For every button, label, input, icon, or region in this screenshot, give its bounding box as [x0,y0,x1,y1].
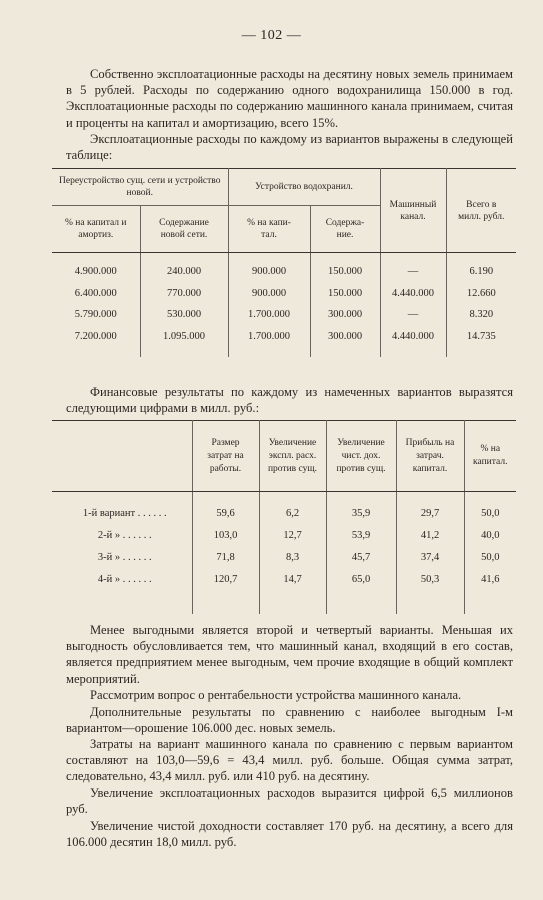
table-row [52,492,516,525]
cell: 300.000 [310,326,380,358]
cell: 4.900.000 [52,253,140,283]
header-cost-size: Размер затрат на работы. [192,421,259,492]
conclusion-paragraph-2: Рассмотрим вопрос о рентабельности устройства машинного канала. [90,688,462,702]
header-increase-net: Увеличение чист. дох. против сущ. [326,421,396,492]
cell: 14,7 [259,568,326,614]
cell: 59,6 [192,492,259,525]
header-reconstruction: Переустройство сущ. сети и устройство новой. [52,169,228,206]
cell: 5.790.000 [52,304,140,326]
table-row [52,568,516,614]
cell: 900.000 [228,283,310,305]
header-new-network-maintenance: Содержание новой сети. [140,206,228,253]
cell: 65,0 [326,568,396,614]
conclusion-paragraph-3: Дополнительные результаты по сравнению с наиболее выгодным I-м вариантом—орошение 106.000 дес. новых земель. [66,705,513,736]
header-machine-canal: Машинный канал. [380,169,446,253]
variant-label: 3-й » . . . . . . [52,546,192,568]
cell: 4.440.000 [380,326,446,358]
cell: — [380,253,446,283]
header-reservoir-capital-pct: % на капи-тал. [228,206,310,253]
table-row [52,326,516,358]
cell: 6.190 [469,266,494,278]
page-number: — 102 — [241,28,302,43]
cell: 71,8 [192,546,259,568]
cell: 14.735 [466,330,496,342]
cell: 53,9 [326,524,396,546]
cell: 150.000 [310,253,380,283]
cell: 45,7 [326,546,396,568]
cell: 8,3 [259,546,326,568]
header-increase-expl: Увеличение экспл. расх. против сущ. [259,421,326,492]
cell: 12.660 [466,287,496,299]
cell: 41,6 [481,573,500,585]
cell: 4.440.000 [380,283,446,305]
cell: 300.000 [310,304,380,326]
variant-label: 2-й » . . . . . . [52,524,192,546]
cell: 8.320 [469,309,494,321]
cell: 530.000 [140,304,228,326]
header-reservoir-maintenance: Содержа-ние. [310,206,380,253]
cell: 150.000 [310,283,380,305]
header-variant [52,421,192,492]
cell: 50,0 [481,507,500,519]
operating-costs-table [52,168,516,357]
cell: 7.200.000 [52,326,140,358]
cell: 1.700.000 [228,326,310,358]
header-reservoir: Устройство водохранил. [228,169,380,206]
conclusion-paragraph-5: Увеличение эксплоатационных расходов выразится цифрой 6,5 миллионов руб. [66,786,513,817]
financial-results-table [52,420,516,614]
conclusion-paragraph-1: Менее выгодными является второй и четвертый варианты. Меньшая их выгодность обусловливается тем, что машинный канал, входящий в его состав, является предприятием менее выгодным, чем прочие входящие в общий комплект мероприятий. [66,623,513,686]
conclusion-paragraph-4: Затраты на вариант машинного канала по сравнению с первым вариантом составляют на 103,0—59,6 = 43,4 милл. руб. больше. Общая сумма затрат, следовательно, 43,4 милл. руб. или 410 руб. на десятину. [66,737,513,784]
cell: 29,7 [396,492,464,525]
cell: 770.000 [140,283,228,305]
cell: 6,2 [259,492,326,525]
variant-label: 4-й » . . . . . . [52,568,192,614]
cell: 1.700.000 [228,304,310,326]
header-profit: Прибыль на затрач. капитал. [396,421,464,492]
cell: 900.000 [228,253,310,283]
header-capital-pct: % на капитал и амортиз. [52,206,140,253]
conclusion-paragraph-6: Увеличение чистой доходности составляет 170 руб. на десятину, а всего для 106.000 десятин 18,0 милл. руб. [66,819,513,850]
variant-label: 1-й вариант . . . . . . [52,492,192,525]
cell: 50,3 [396,568,464,614]
cell: — [380,304,446,326]
cell: 50,0 [481,551,500,563]
table-row [52,253,516,283]
header-pct-capital: % на капитал. [464,421,516,492]
intro-paragraph-2: Эксплоатационные расходы по каждому из вариантов выражены в следующей таблице: [66,132,513,163]
table-row [52,304,516,326]
cell: 120,7 [192,568,259,614]
intro-paragraph-1: Собственно эксплоатационные расходы на десятину новых земель принимаем в 5 рублей. Расходы по содержанию одного водохранилища 150.000 в год. Эксплоатационные расходы по содержанию машинного канала принимаем, считая и проценты на капитал и амортизацию, всего 15%. [66,67,513,130]
table-row [52,524,516,546]
table-row [52,283,516,305]
cell: 12,7 [259,524,326,546]
header-total: Всего в милл. рубл. [446,169,516,253]
middle-paragraph: Финансовые результаты по каждому из намеченных вариантов выразятся следующими цифрами в милл. руб.: [66,385,513,416]
cell: 240.000 [140,253,228,283]
cell: 41,2 [396,524,464,546]
cell: 35,9 [326,492,396,525]
cell: 1.095.000 [140,326,228,358]
cell: 37,4 [396,546,464,568]
cell: 6.400.000 [52,283,140,305]
cell: 40,0 [481,529,500,541]
cell: 103,0 [192,524,259,546]
table-row [52,546,516,568]
